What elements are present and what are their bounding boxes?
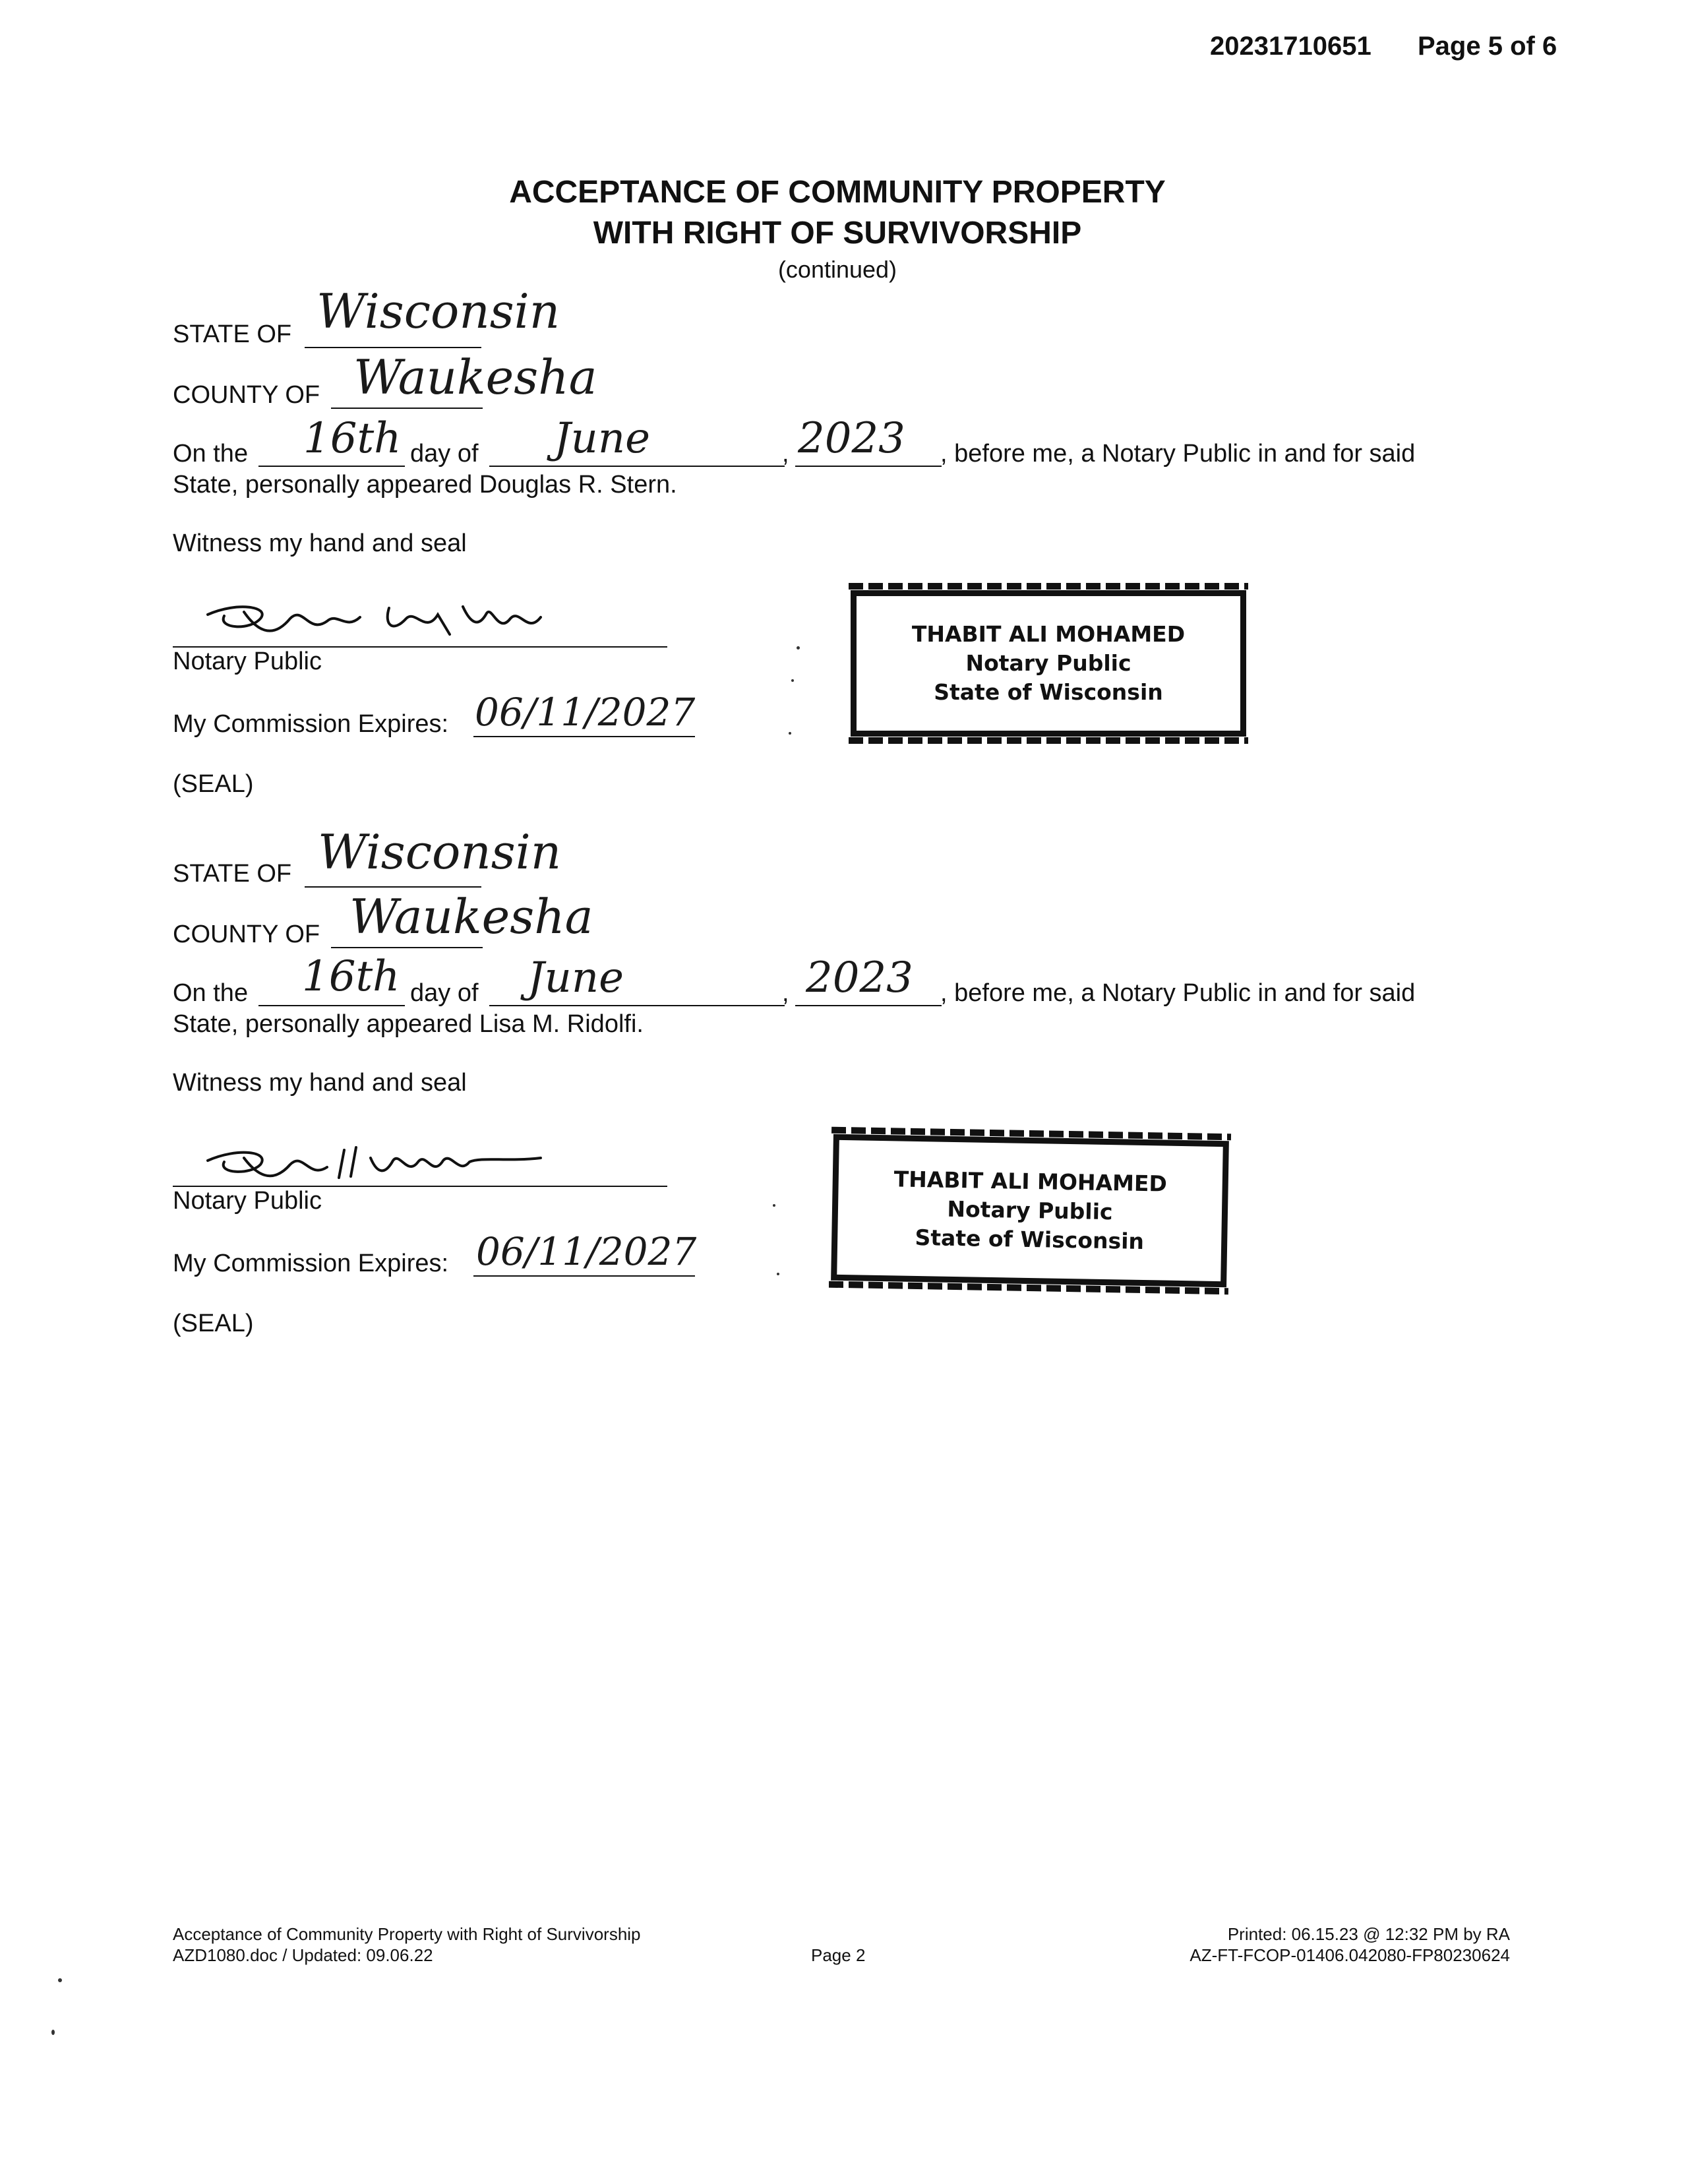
witness-text: Witness my hand and seal	[173, 1069, 467, 1097]
notary-signature	[198, 588, 554, 654]
county-label: COUNTY OF	[173, 921, 320, 948]
notary-stamp	[851, 590, 1246, 737]
appeared-text: State, personally appeared Douglas R. Stern.	[173, 471, 677, 499]
county-blank	[331, 408, 483, 409]
commission-handwritten: 06/11/2027	[475, 690, 696, 735]
scan-speck	[789, 732, 791, 735]
footer-form-id: AZD1080.doc / Updated: 09.06.22	[173, 1945, 433, 1965]
stamp-state: State of Wisconsin	[915, 1224, 1145, 1255]
state-blank	[305, 886, 481, 888]
day-of-label: day of	[410, 440, 479, 468]
commission-blank	[473, 736, 695, 737]
notary-public-label: Notary Public	[173, 648, 322, 675]
scan-speck	[777, 1273, 779, 1275]
year-handwritten: 2023	[806, 954, 913, 1002]
stamp-name: THABIT ALI MOHAMED	[893, 1166, 1168, 1197]
page-indicator: Page 5 of 6	[1418, 32, 1557, 61]
year-blank	[795, 1005, 942, 1006]
scan-speck	[58, 1978, 62, 1982]
commission-label: My Commission Expires:	[173, 710, 449, 738]
commission-handwritten: 06/11/2027	[476, 1229, 697, 1274]
year-handwritten: 2023	[798, 414, 905, 463]
on-the-label: On the	[173, 440, 249, 468]
stamp-title: Notary Public	[965, 650, 1131, 676]
seal-label: (SEAL)	[173, 770, 254, 798]
state-handwritten: Wisconsin	[316, 284, 560, 339]
state-handwritten: Wisconsin	[318, 824, 562, 880]
seal-label: (SEAL)	[173, 1310, 254, 1337]
witness-text: Witness my hand and seal	[173, 530, 467, 557]
state-label: STATE OF	[173, 320, 292, 348]
month-handwritten: June	[554, 414, 650, 463]
day-blank	[258, 1005, 405, 1006]
document-title-line2: WITH RIGHT OF SURVIVORSHIP	[593, 216, 1082, 251]
scan-speck	[773, 1204, 775, 1207]
document-number: 20231710651	[1210, 32, 1372, 61]
commission-label: My Commission Expires:	[173, 1250, 449, 1277]
day-handwritten: 16th	[303, 414, 402, 463]
continued-label: (continued)	[777, 256, 897, 283]
notary-public-label: Notary Public	[173, 1187, 322, 1215]
state-blank	[305, 347, 481, 348]
month-blank	[489, 1005, 785, 1006]
scan-speck	[791, 679, 794, 682]
before-me-text: , before me, a Notary Public in and for said	[940, 979, 1416, 1007]
footer-page: Page 2	[811, 1945, 866, 1965]
footer-form-title: Acceptance of Community Property with Right of Survivorship	[173, 1924, 641, 1944]
date-comma: ,	[782, 979, 789, 1007]
stamp-title: Notary Public	[947, 1196, 1113, 1225]
scan-speck	[797, 646, 800, 650]
day-of-label: day of	[410, 979, 479, 1007]
on-the-label: On the	[173, 979, 249, 1007]
month-blank	[489, 466, 785, 467]
stamp-name: THABIT ALI MOHAMED	[911, 621, 1186, 647]
day-blank	[258, 466, 405, 467]
document-title-line1: ACCEPTANCE OF COMMUNITY PROPERTY	[509, 175, 1166, 210]
state-label: STATE OF	[173, 860, 292, 888]
county-handwritten: Waukesha	[353, 349, 597, 405]
day-handwritten: 16th	[302, 952, 400, 1001]
before-me-text: , before me, a Notary Public in and for said	[940, 440, 1416, 468]
scan-speck	[51, 2030, 55, 2035]
county-handwritten: Waukesha	[349, 889, 593, 944]
month-handwritten: June	[528, 954, 624, 1002]
appeared-text: State, personally appeared Lisa M. Ridolfi.	[173, 1010, 644, 1038]
notary-stamp	[831, 1134, 1229, 1287]
commission-blank	[473, 1275, 695, 1277]
stamp-state: State of Wisconsin	[934, 679, 1163, 705]
county-blank	[331, 947, 483, 948]
county-label: COUNTY OF	[173, 381, 320, 409]
footer-reference: AZ-FT-FCOP-01406.042080-FP80230624	[1190, 1945, 1510, 1965]
footer-printed: Printed: 06.15.23 @ 12:32 PM by RA	[1227, 1924, 1510, 1944]
date-comma: ,	[782, 440, 789, 468]
year-blank	[795, 466, 942, 467]
